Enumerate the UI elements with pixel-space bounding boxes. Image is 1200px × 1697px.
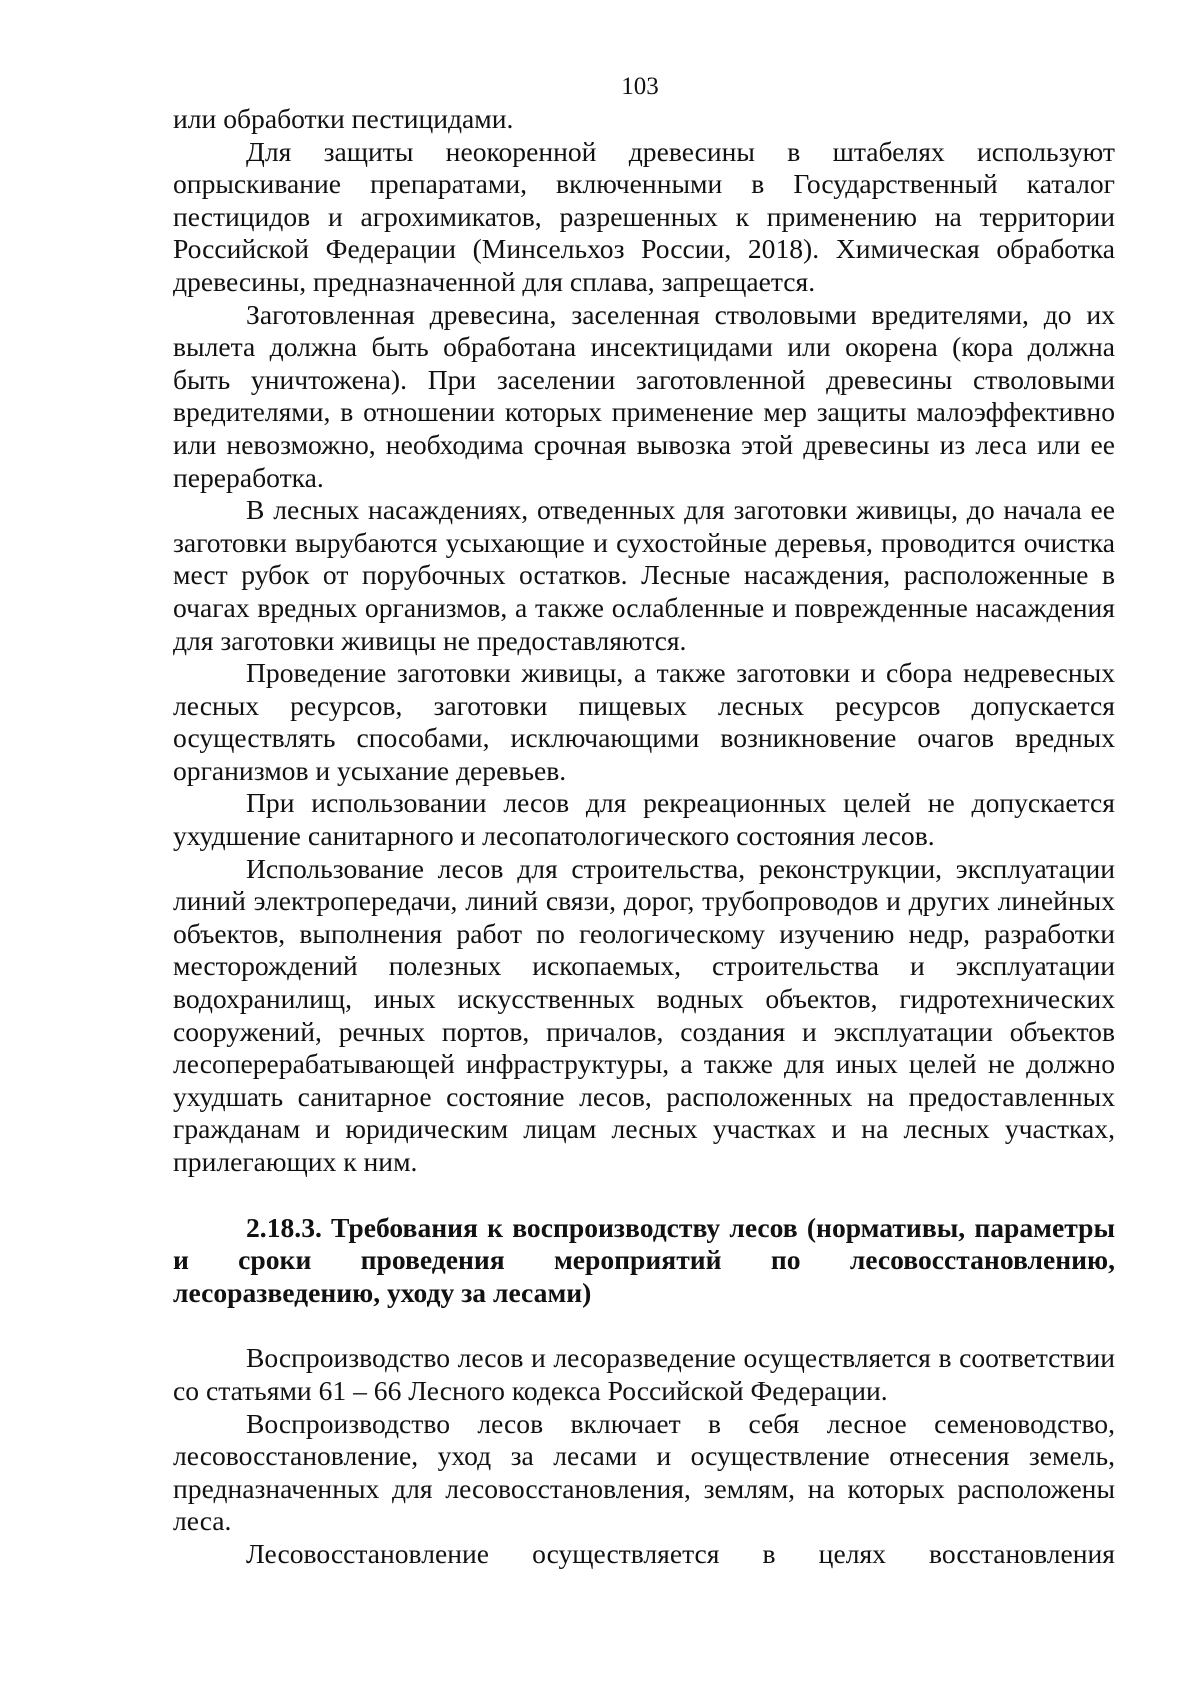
section-heading: 2.18.3. Требования к воспроизводству лесов (нормативы, параметры и сроки проведения мероприятий по лесовосстановлению, лесоразведению, уходу за лесами) [173,1211,1115,1308]
paragraph: Проведение заготовки живицы, а также заготовки и сбора недревесных лесных ресурсов, заготовки пищевых лесных ресурсов допускается осуществлять способами, исключающими возникновение очагов вредных организмов и усыхание деревьев. [173,657,1115,786]
document-body [173,103,1115,1571]
paragraph: Использование лесов для строительства, реконструкции, эксплуатации линий электропередачи, линий связи, дорог, трубопроводов и других линейных объектов, выполнения работ по геологическому изучению недр, разработки месторождений полезных ископаемых, строительства и эксплуатации водохранилищ, иных искусственных водных объектов, гидротехнических сооружений, речных портов, причалов, создания и эксплуатации объектов лесоперерабатывающей инфраструктуры, а также для иных целей не должно ухудшать санитарное состояние лесов, расположенных на предоставленных гражданам и юридическим лицам лесных участках и на лесных участках, прилегающих к ним. [173,852,1115,1177]
paragraph: Для защиты неокоренной древесины в штабелях используют опрыскивание препаратами, включенными в Государственный каталог пестицидов и агрохимикатов, разрешенных к применению на территории Российской Федерации (Минсельхоз России, 2018). Химическая обработка древесины, предназначенной для сплава, запрещается. [173,135,1115,297]
paragraph-continuation: или обработки пестицидами. [173,103,514,134]
paragraph: При использовании лесов для рекреационных целей не допускается ухудшение санитарного и лесопатологического состояния лесов. [173,787,1115,852]
paragraph: Воспроизводство лесов и лесоразведение осуществляется в соответствии со статьями 61 – 66 Лесного кодекса Российской Федерации. [173,1342,1115,1406]
paragraph: В лесных насаждениях, отведенных для заготовки живицы, до начала ее заготовки вырубаются усыхающие и сухостойные деревья, проводится очистка мест рубок от порубочных остатков. Лесные насаждения, расположенные в очагах вредных организмов, а также ослабленные и поврежденные насаждения для заготовки живицы не предоставляются. [173,494,1115,656]
paragraph-truncated: Лесовосстановление осуществляется в целях восстановления [246,1537,1115,1569]
page-number: 103 [621,73,659,100]
paragraph: Воспроизводство лесов включает в себя лесное семеноводство, лесовосстановление, уход за лесами и осуществление отнесения земель, предназначенных для лесовосстановления, землям, на которых расположены леса. [173,1407,1115,1537]
paragraph: Заготовленная древесина, заселенная стволовыми вредителями, до их вылета должна быть обработана инсектицидами или окорена (кора должна быть уничтожена). При заселении заготовленной древесины стволовыми вредителями, в отношении которых применение мер защиты малоэффективно или невозможно, необходима срочная вывозка этой древесины из леса или ее переработка. [173,298,1115,493]
